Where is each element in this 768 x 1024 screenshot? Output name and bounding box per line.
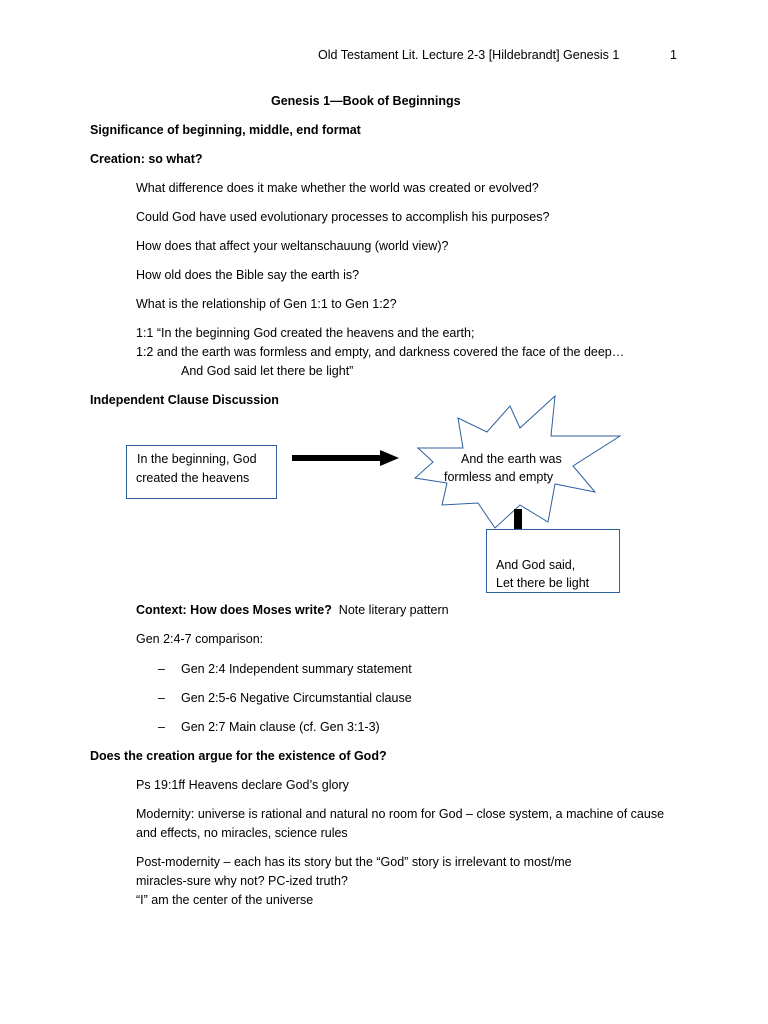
right-arrow-icon	[292, 450, 399, 466]
verse-line: And God said let there be light”	[181, 364, 354, 378]
verse-line: 1:1 “In the beginning God created the heavens and the earth;	[136, 326, 475, 340]
context-rest: Note literary pattern	[331, 603, 449, 617]
document-title: Genesis 1—Book of Beginnings	[271, 94, 461, 108]
clause-box-line: created the heavens	[136, 471, 250, 485]
page-number: 1	[670, 48, 677, 62]
ps-line: Ps 19:1ff Heavens declare God’s glory	[136, 778, 349, 792]
clause-box-line: Let there be light	[496, 576, 590, 590]
bullet-item: Gen 2:5-6 Negative Circumstantial clause	[181, 691, 412, 705]
starburst-line: formless and empty	[444, 470, 554, 484]
creation-question: What is the relationship of Gen 1:1 to Gen 1:2?	[136, 297, 397, 311]
heading-independent-clause: Independent Clause Discussion	[90, 393, 279, 407]
verse-line: 1:2 and the earth was formless and empty, and darkness covered the face of the deep…	[136, 345, 625, 359]
heading-creation: Creation: so what?	[90, 152, 203, 166]
clause-box-light	[486, 529, 620, 593]
creation-question: What difference does it make whether the world was created or evolved?	[136, 181, 539, 195]
comparison-line: Gen 2:4-7 comparison:	[136, 632, 264, 646]
clause-box-line: And God said,	[496, 558, 576, 572]
postmodernity-line: miracles-sure why not? PC-ized truth?	[136, 874, 348, 888]
heading-existence: Does the creation argue for the existence of God?	[90, 749, 387, 763]
modernity-line: and effects, no miracles, science rules	[136, 826, 348, 840]
context-bold: Context: How does Moses write?	[136, 603, 332, 617]
modernity-line: Modernity: universe is rational and natural no room for God – close system, a machine of cause	[136, 807, 665, 821]
context-line	[136, 601, 449, 620]
creation-question: How old does the Bible say the earth is?	[136, 268, 360, 282]
bullet-item: Gen 2:7 Main clause (cf. Gen 3:1-3)	[181, 720, 380, 734]
clause-box-line: In the beginning, God	[137, 452, 257, 466]
bullet-marker: –	[158, 662, 165, 676]
running-header: Old Testament Lit. Lecture 2-3 [Hildebrandt] Genesis 1	[318, 48, 620, 62]
bullet-item: Gen 2:4 Independent summary statement	[181, 662, 412, 676]
bullet-marker: –	[158, 691, 165, 705]
postmodernity-line: “I” am the center of the universe	[136, 893, 314, 907]
creation-question: How does that affect your weltanschauung (world view)?	[136, 239, 449, 253]
bullet-marker: –	[158, 720, 165, 734]
creation-question: Could God have used evolutionary processes to accomplish his purposes?	[136, 210, 550, 224]
postmodernity-line: Post-modernity – each has its story but the “God” story is irrelevant to most/me	[136, 855, 572, 869]
heading-significance: Significance of beginning, middle, end format	[90, 123, 361, 137]
starburst-line: And the earth was	[461, 452, 562, 466]
